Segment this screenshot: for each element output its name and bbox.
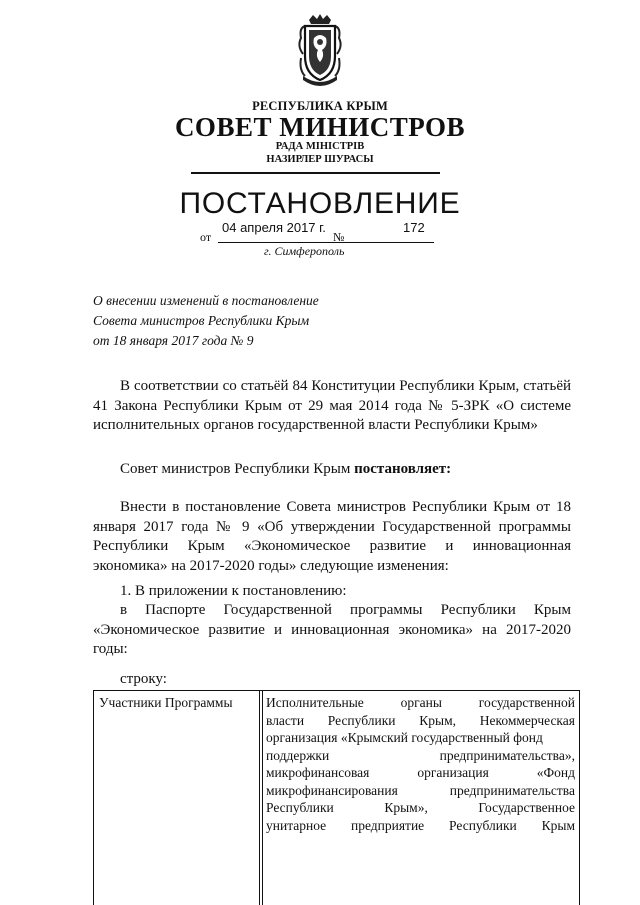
decree-title: ПОСТАНОВЛЕНИЕ <box>179 187 461 220</box>
crimean-tatar-name-heading: НАЗИРЛЕР ШУРАСЫ <box>266 154 374 165</box>
date-prefix: от <box>200 230 212 244</box>
item-1-paragraph <box>93 582 571 602</box>
ukrainian-name-heading: РАДА МІНІСТРІВ <box>275 141 365 152</box>
amendment-paragraph <box>93 498 571 576</box>
coat-of-arms-emblem <box>295 14 345 90</box>
decree-city: г. Симферополь <box>264 244 345 258</box>
table-line: организация «Крымский государственный фонд <box>266 730 543 745</box>
decree-date-number-row <box>200 220 440 246</box>
date-underline <box>218 242 434 243</box>
number-sign: № <box>333 230 345 244</box>
table-line: власти Республики Крым, Некоммерческая <box>266 712 575 728</box>
resolution-text: Совет министров Республики Крым <box>120 461 355 477</box>
table-line: микрофинансирования предпринимательства <box>266 782 575 798</box>
table-value-cell <box>262 691 575 905</box>
preamble-paragraph <box>93 377 571 436</box>
passport-paragraph <box>93 601 571 660</box>
subject-line: от 18 января 2017 года № 9 <box>93 333 254 348</box>
table-label-cell: Участники Программы <box>94 691 260 905</box>
item-1-text: 1. В приложении к постановлению: <box>120 583 347 599</box>
table-line: микрофинансовая организация «Фонд <box>266 765 575 780</box>
program-participants-table <box>93 690 580 905</box>
amendment-text: Внести в постановление Совета министров Республики Крым от 18 января 2017 года № 9 «Об утверждении Государственной программы Республики Крым «Экономическое развитие и инновационная экономика» на 2017-2020 годы» следующие изменения: <box>93 499 571 574</box>
decree-date: 04 апреля 2017 г. <box>222 220 326 235</box>
decree-number: 172 <box>403 220 425 235</box>
decree-subject <box>93 291 319 351</box>
row-paragraph: строку: <box>120 671 167 687</box>
subject-line: Совета министров Республики Крым <box>93 313 310 328</box>
header-divider <box>191 172 440 174</box>
resolution-verb: постановляет: <box>354 461 452 477</box>
table-line: поддержки предпринимательства», <box>266 747 575 763</box>
subject-line: О внесении изменений в постановление <box>93 293 319 308</box>
table-line: Исполнительные органы государственной <box>266 695 575 710</box>
council-of-ministers-heading: СОВЕТ МИНИСТРОВ <box>174 112 466 142</box>
passport-text: в Паспорте Государственной программы Республики Крым «Экономическое развитие и инновационная экономика» на 2017-2020 годы: <box>93 602 571 657</box>
resolution-paragraph <box>93 460 571 480</box>
republic-heading: РЕСПУБЛИКА КРЫМ <box>252 99 388 113</box>
preamble-text: В соответствии со статьёй 84 Конституции Республики Крым, статьёй 41 Закона Республики Крым от 29 мая 2014 года № 5-ЗРК «О системе исполнительных органов государственной власти Республики Крым» <box>93 378 571 433</box>
table-line: Республики Крым», Государственное <box>266 800 575 815</box>
table-line: унитарное предприятие Республики Крым <box>266 817 575 833</box>
